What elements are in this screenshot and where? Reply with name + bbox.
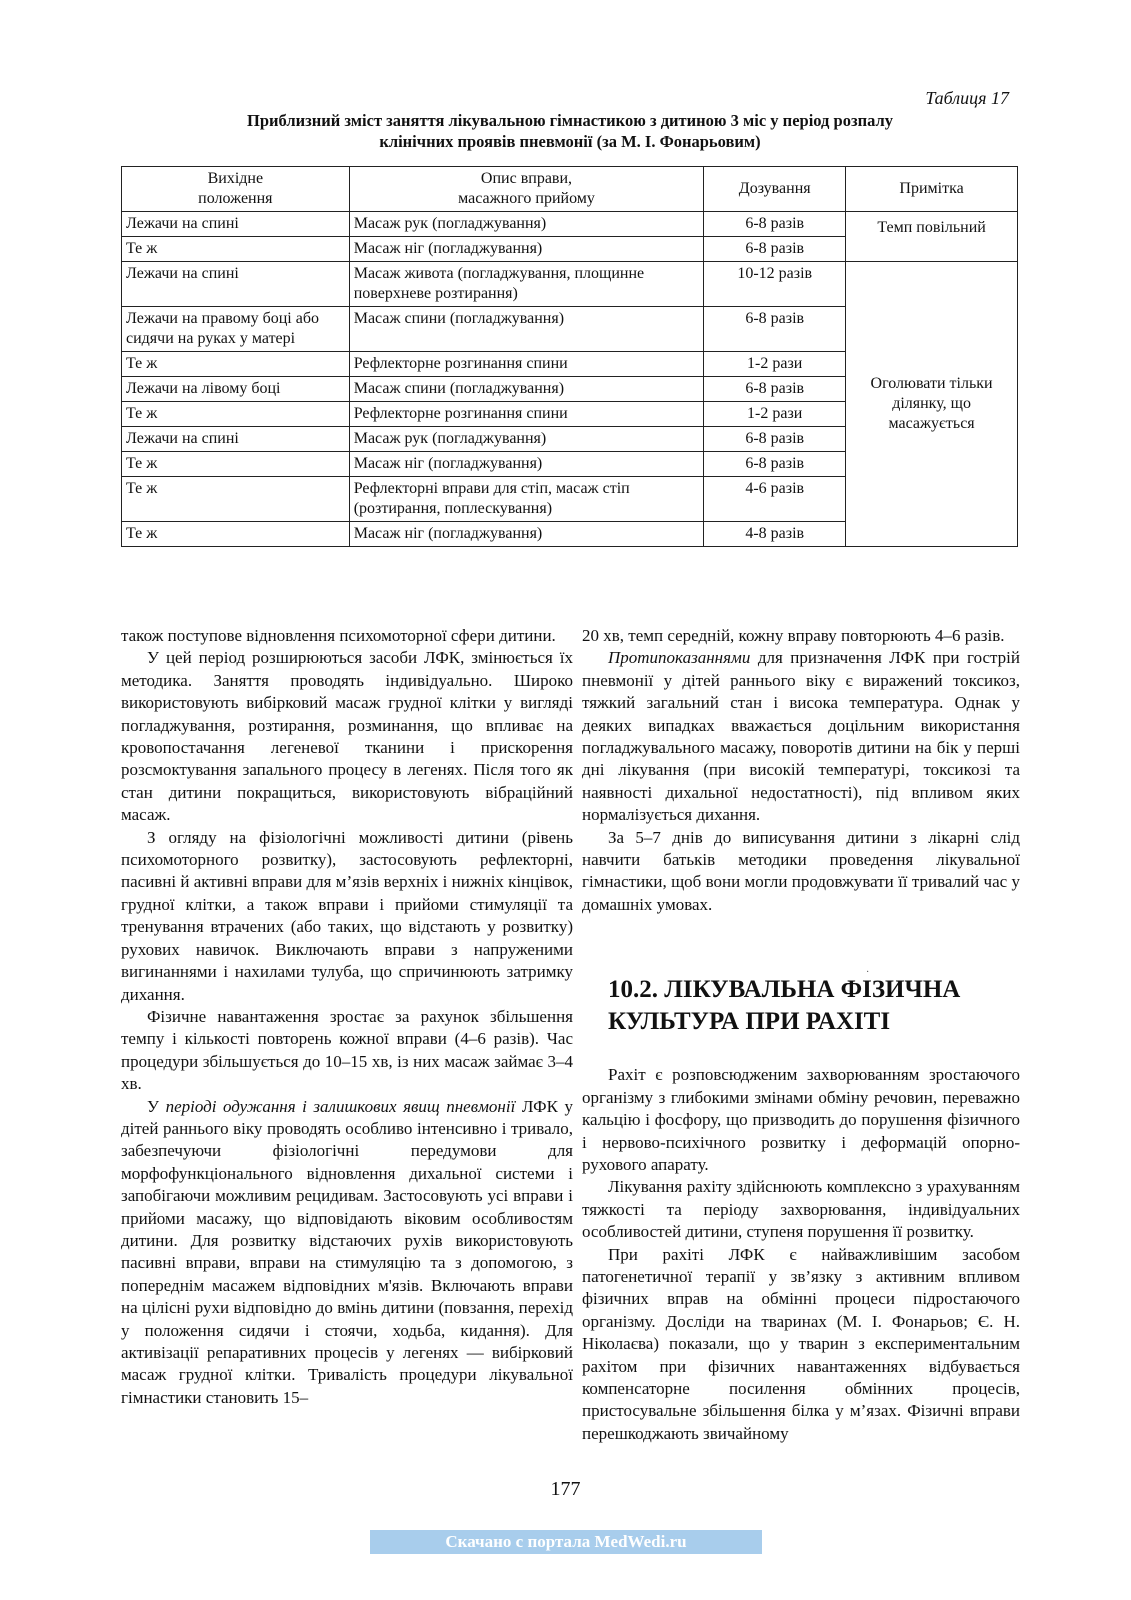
cell-dosage: 1-2 рази bbox=[704, 352, 846, 377]
cell-note-tempo: Темп повільний bbox=[846, 212, 1018, 262]
cell-position: Те ж bbox=[122, 477, 350, 522]
header-description-line-2: масажного прийому bbox=[458, 190, 595, 207]
cell-description: Масаж рук (погладжування) bbox=[349, 212, 704, 237]
text: для призначення ЛФК при гострій пневмонії у дітей раннього віку є виражений токсикоз, тяжкий загальний стан і висока температура. Однак у деяких випадках вважається доцільним використання погладжувального масажу, поворотів дитини на бік у перші дні лікування (при високій температурі, токсикозі та наявності дихальної недостатності), під впливом яких нормалізується дихання. bbox=[582, 648, 1020, 825]
cell-dosage: 10-12 разів bbox=[704, 262, 846, 307]
right-column bbox=[582, 625, 1020, 1445]
cell-description: Масаж ніг (погладжування) bbox=[349, 452, 704, 477]
header-description bbox=[349, 167, 704, 212]
header-position-line-1: Вихідне bbox=[207, 170, 264, 187]
cell-position: Те ж bbox=[122, 352, 350, 377]
cell-description: Рефлекторне розгинання спини bbox=[349, 352, 704, 377]
cell-dosage: 1-2 рази bbox=[704, 402, 846, 427]
cell-position: Лежачи на лівому боці bbox=[122, 377, 350, 402]
table-row bbox=[122, 262, 1018, 307]
cell-description: Рефлекторні вправи для стіп, масаж стіп (розтирання, поплескування) bbox=[349, 477, 704, 522]
emphasis: періоді одужання і залишкових явищ пневмонії bbox=[165, 1096, 516, 1116]
cell-note-expose: Оголювати тільки ділянку, що масажується bbox=[846, 262, 1018, 547]
page-number: 177 bbox=[550, 1478, 581, 1500]
scan-speck: · bbox=[866, 967, 870, 978]
cell-position: Те ж bbox=[122, 522, 350, 547]
section-heading-line-1: 10.2. ЛІКУВАЛЬНА ФІЗИЧНА bbox=[608, 976, 961, 1004]
cell-description: Масаж ніг (погладжування) bbox=[349, 522, 704, 547]
text: ЛФК у дітей раннього віку проводять особливо інтенсивно і тривало, забезпечуючи фізіологічні передумови для морфофункціонального відновлення дихальної системи і запобігаючи можливим рецидивам. Застосовують усі вправи і прийоми масажу, що відповідають віковим особливостям дитини. Для розвитку відстаючих рухів використовують пасивні вправи, вправи на стимуляцію та з допомогою, з попереднім масажем відповідних м'язів. Включають вправи на цілісні рухи відповідно до вмінь дитини (повзання, перехід у положення сидячи і стоячи, ходьба, кидання). Для активізації репаративних процесів у легенях — вибірковий масаж грудної клітки. Тривалість процедури лікувальної гімнастики становить 15– bbox=[121, 1096, 573, 1407]
cell-position: Лежачи на спині bbox=[122, 262, 350, 307]
paragraph: У цей період розширюються засоби ЛФК, змінюється їх методика. Заняття проводять індивідуально. Широко використовують вибірковий масаж грудної клітки у вигляді погладжування, розтирання, розминання, що впливає на кровопостачання легеневої тканини і прискорення розсмоктування запального процесу в легенях. Після того як стан дитини покращиться, використовують вібраційний масаж. bbox=[121, 648, 573, 825]
table-caption-line-2: клінічних проявів пневмонії (за М. І. Фонарьовим) bbox=[379, 132, 761, 151]
cell-dosage: 6-8 разів bbox=[704, 237, 846, 262]
header-note: Примітка bbox=[846, 167, 1018, 212]
table-header-row bbox=[122, 167, 1018, 212]
cell-description: Рефлекторне розгинання спини bbox=[349, 402, 704, 427]
exercise-table bbox=[121, 166, 1018, 547]
table-caption bbox=[130, 110, 1010, 152]
paragraph: За 5–7 днів до виписування дитини з лікарні слід навчити батьків методики проведення лікувальної гімнастики, щоб вони могли продовжувати її тривалий час у домашніх умовах. bbox=[582, 827, 1020, 914]
cell-dosage: 6-8 разів bbox=[704, 212, 846, 237]
paragraph: також поступове відновлення психомоторної сфери дитини. bbox=[121, 626, 556, 645]
table-row bbox=[122, 212, 1018, 237]
paragraph: Лікування рахіту здійснюють комплексно з урахуванням тяжкості та періоду захворювання, індивідуальних особливостей дитини, ступеня порушення її розвитку. bbox=[582, 1177, 1020, 1242]
cell-position: Те ж bbox=[122, 452, 350, 477]
header-position bbox=[122, 167, 350, 212]
cell-description: Масаж спини (погладжування) bbox=[349, 377, 704, 402]
cell-position: Лежачи на спині bbox=[122, 212, 350, 237]
table-caption-line-1: Приблизний зміст заняття лікувальною гімнастикою з дитиною 3 міс у період розпалу bbox=[247, 111, 893, 130]
cell-dosage: 6-8 разів bbox=[704, 377, 846, 402]
paragraph: При рахіті ЛФК є найважливішим засобом патогенетичної терапії у зв’язку з активним впливом фізичних вправ на обмінні процеси підростаючого організму. Досліди на тваринах (М. І. Фонарьов; Є. Н. Ніколаєва) показали, що у тварин з експериментальним рахітом при фізичних навантаженнях відбувається компенсаторне посилення обмінних процесів, пристосувальне збільшення білка у м’язах. Фізичні вправи перешкоджають звичайному bbox=[582, 1244, 1020, 1443]
cell-dosage: 4-6 разів bbox=[704, 477, 846, 522]
cell-description: Масаж живота (погладжування, площинне поверхневе розтирання) bbox=[349, 262, 704, 307]
cell-position: Те ж bbox=[122, 237, 350, 262]
cell-dosage: 6-8 разів bbox=[704, 452, 846, 477]
download-banner: Скачано с портала MedWedi.ru bbox=[370, 1530, 762, 1554]
header-dosage: Дозування bbox=[704, 167, 846, 212]
text: У bbox=[147, 1096, 166, 1116]
section-heading bbox=[608, 974, 1020, 1038]
left-column bbox=[121, 625, 573, 1409]
paragraph: 20 хв, темп середній, кожну вправу повторюють 4–6 разів. bbox=[582, 626, 1005, 645]
table-number: Таблиця 17 bbox=[925, 88, 1009, 108]
paragraph: З огляду на фізіологічні можливості дитини (рівень психомоторного розвитку), застосовують рефлекторні, пасивні й активні вправи для м’язів верхніх і нижніх кінцівок, грудної клітки, а також вправи і прийоми стимуляції та тренування втрачених (або таких, що відстають у розвитку) рухових навичок. Виключають вправи з напруженими вигинаннями і нахилами тулуба, що спричинюють затримку дихання. bbox=[121, 827, 573, 1004]
header-description-line-1: Опис вправи, bbox=[480, 170, 573, 187]
cell-dosage: 6-8 разів bbox=[704, 307, 846, 352]
cell-description: Масаж спини (погладжування) bbox=[349, 307, 704, 352]
cell-position: Лежачи на правому боці або сидячи на руках у матері bbox=[122, 307, 350, 352]
emphasis: Протипоказаннями bbox=[608, 648, 751, 668]
cell-position: Те ж bbox=[122, 402, 350, 427]
cell-dosage: 6-8 разів bbox=[704, 427, 846, 452]
paragraph-recovery-period bbox=[121, 1096, 573, 1410]
header-position-line-2: положення bbox=[198, 190, 273, 207]
cell-description: Масаж ніг (погладжування) bbox=[349, 237, 704, 262]
paragraph-contraindications bbox=[582, 647, 1020, 826]
cell-dosage: 4-8 разів bbox=[704, 522, 846, 547]
paragraph: Рахіт є розповсюдженим захворюванням зростаючого організму з глибокими змінами обміну речовин, переважно кальцію і фосфору, що призводить до порушення фізичного і нервово-психічного розвитку і деформацій опорно-рухового апарату. bbox=[582, 1065, 1020, 1174]
paragraph: Фізичне навантаження зростає за рахунок збільшення темпу і кількості повторень кожної вправи (4–6 разів). Час процедури збільшується до 10–15 хв, із них масаж займає 3–4 хв. bbox=[121, 1006, 573, 1094]
cell-position: Лежачи на спині bbox=[122, 427, 350, 452]
section-heading-line-2: КУЛЬТУРА ПРИ РАХІТІ bbox=[608, 1008, 891, 1036]
cell-description: Масаж рук (погладжування) bbox=[349, 427, 704, 452]
